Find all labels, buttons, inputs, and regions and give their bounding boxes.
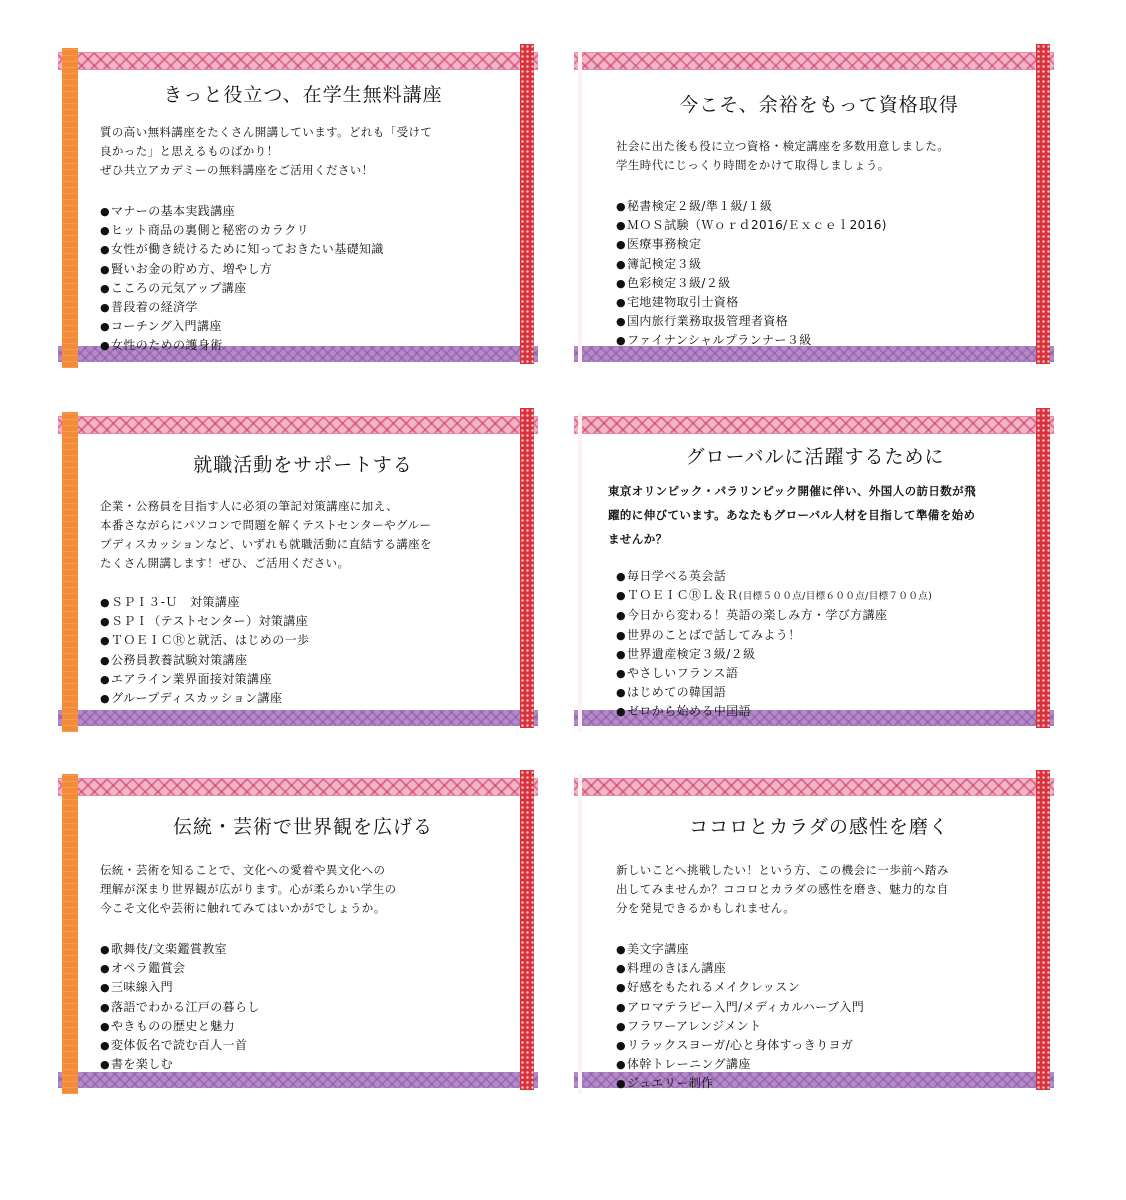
list-item: ●マナーの基本実践講座: [100, 204, 236, 218]
card-free-courses: [58, 48, 538, 368]
list-item: ●エアライン業界面接対策講座: [100, 671, 272, 686]
tape-left: [62, 412, 78, 732]
list-item: ●ヒット商品の裏側と秘密のカラクリ: [100, 223, 310, 238]
tape-right: [520, 770, 534, 1090]
list-item: ●ＳＰＩ３-Ｕ 対策講座: [100, 595, 240, 609]
list-item: ●簿記検定３級: [616, 256, 702, 271]
list-item: ●やさしいフランス語: [616, 666, 739, 681]
list-item: ●ＳＰＩ（テストセンター）対策講座: [100, 614, 309, 629]
tape-left: [62, 774, 78, 1094]
list-item: ●はじめての韓国語: [616, 685, 727, 700]
list-item: ●賢いお金の貯め方、増やし方: [100, 261, 273, 276]
course-list: [608, 567, 1022, 722]
course-list: [100, 593, 506, 708]
tape-right: [1036, 44, 1050, 364]
card-qualifications: [574, 48, 1054, 368]
tape-right: [520, 408, 534, 728]
card-description: 質の高い無料講座をたくさん開講しています。どれも「受けて 良かった」と思えるものばかり！ ぜひ共立アカデミーの無料講座をご活用ください！: [100, 125, 433, 177]
list-item: ●ＴＯＥＩＣⓇＬ＆Ｒ(目標５００点/目標６００点/目標７００点): [616, 588, 933, 603]
toeic-targets: (目標５００点/目標６００点/目標７００点): [738, 591, 933, 603]
list-item: ●公務員教養試験対策講座: [100, 652, 248, 667]
tape-right: [1036, 770, 1050, 1090]
list-item: ●女性が働き続けるために知っておきたい基礎知識: [100, 242, 384, 257]
list-item: ●フラワーアレンジメント: [616, 1018, 762, 1033]
list-item: ●体幹トレーニング講座: [616, 1057, 751, 1072]
tape-bottom: [58, 710, 538, 726]
tape-left: [578, 48, 582, 368]
list-item: ●宅地建物取引士資格: [616, 295, 739, 310]
list-item: ●毎日学べる英会話: [616, 569, 727, 583]
list-item: ●普段着の経済学: [100, 300, 198, 315]
list-item: ●料理のきほん講座: [616, 961, 727, 976]
list-item: ●やきものの歴史と魅力: [100, 1018, 236, 1033]
list-item: ●女性のための護身術: [100, 338, 223, 353]
list-item: ●美文字講座: [616, 942, 690, 956]
list-item: ●色彩検定３級/２級: [616, 275, 731, 290]
list-item: ●ジュエリー制作: [616, 1076, 714, 1091]
card-description: 新しいことへ挑戦したい！という方、この機会に一歩前へ踏み 出してみませんか？ココロとカラダの感性を磨き、魅力的な自 分を発見できるかもしれません。: [616, 863, 949, 915]
list-item: ●秘書検定２級/準１級/１級: [616, 199, 773, 213]
card-description: 企業・公務員を目指す人に必須の筆記対策講座に加え、 本番さながらにパソコンで問題を解くテストセンターやグルー プディスカッションなど、いずれも就職活動に直結する講座を たくさん開講します！ぜひ、ご活用ください。: [100, 499, 432, 570]
list-item: ●ＴＯＥＩＣⓇと就活、はじめの一歩: [100, 633, 310, 648]
tape-right: [520, 44, 534, 364]
list-item: ●好感をもたれるメイクレッスン: [616, 980, 801, 995]
list-item: ●変体仮名で読む百人一首: [100, 1038, 248, 1053]
list-item: ●今日から変わる！英語の楽しみ方・学び方講座: [616, 608, 888, 623]
list-item: ●世界のことばで話してみよう！: [616, 627, 801, 642]
list-item: ●ＭＯＳ試験（Ｗｏｒｄ2016/Ｅｘｃｅｌ2016): [616, 218, 887, 233]
card-title: きっと役立つ、在学生無料講座: [163, 84, 443, 106]
card-title: ココロとカラダの感性を磨く: [689, 816, 949, 838]
list-item: ●落語でわかる江戸の暮らし: [100, 999, 260, 1014]
course-list: [100, 202, 506, 356]
list-item: ●ファイナンシャルプランナー３級: [616, 333, 812, 348]
list-item: ●書を楽しむ: [100, 1057, 174, 1072]
card-title: 就職活動をサポートする: [193, 454, 413, 476]
card-description: 東京オリンピック・パラリンピック開催に伴い、外国人の訪日数が飛 躍的に伸びています。あなたもグローバル人材を目指して準備を始め ませんか？: [608, 484, 976, 546]
tape-left: [62, 48, 78, 368]
list-item: ●グループディスカッション講座: [100, 691, 283, 706]
card-title: 今こそ、余裕をもって資格取得: [679, 94, 959, 116]
list-item: ●歌舞伎/文楽鑑賞教室: [100, 942, 228, 956]
card-global: [574, 412, 1054, 732]
card-description: 伝統・芸術を知ることで、文化への愛着や異文化への 理解が深まり世界観が広がります。心が柔らかい学生の 今こそ文化や芸術に触れてみてはいかがでしょうか。: [100, 863, 397, 915]
course-list: [616, 197, 1022, 351]
list-item: ●三味線入門: [100, 980, 174, 995]
course-list: [616, 940, 1022, 1094]
card-job-hunting: [58, 412, 538, 732]
card-mind-body: [574, 774, 1054, 1094]
list-item: ●医療事務検定: [616, 237, 702, 252]
list-item: ●オペラ鑑賞会: [100, 961, 186, 976]
list-item: ●世界遺産検定３級/２級: [616, 646, 756, 661]
card-description: 社会に出た後も役に立つ資格・検定講座を多数用意しました。 学生時代にじっくり時間をかけて取得しましょう。: [616, 139, 950, 172]
list-item: ●こころの元気アップ講座: [100, 280, 247, 295]
tape-top: [574, 52, 1054, 70]
tape-right: [1036, 408, 1050, 728]
tape-top: [58, 52, 538, 70]
list-item: ●コーチング入門講座: [100, 319, 222, 334]
tape-left: [578, 774, 582, 1094]
card-tradition-art: [58, 774, 538, 1094]
card-title: 伝統・芸術で世界観を広げる: [172, 816, 433, 838]
list-item: ●アロマテラピー入門/メディカルハーブ入門: [616, 999, 865, 1014]
tape-left: [578, 412, 582, 732]
list-item: ●ゼロから始める中国語: [616, 704, 752, 719]
tape-top: [574, 416, 1054, 434]
list-item: ●リラックスヨーガ/心と身体すっきりヨガ: [616, 1038, 854, 1053]
tape-top: [58, 778, 538, 796]
card-title: グローバルに活躍するために: [685, 446, 945, 468]
list-item: ●国内旅行業務取扱管理者資格: [616, 314, 789, 329]
tape-top: [574, 778, 1054, 796]
tape-top: [58, 416, 538, 434]
course-list: [100, 940, 506, 1074]
